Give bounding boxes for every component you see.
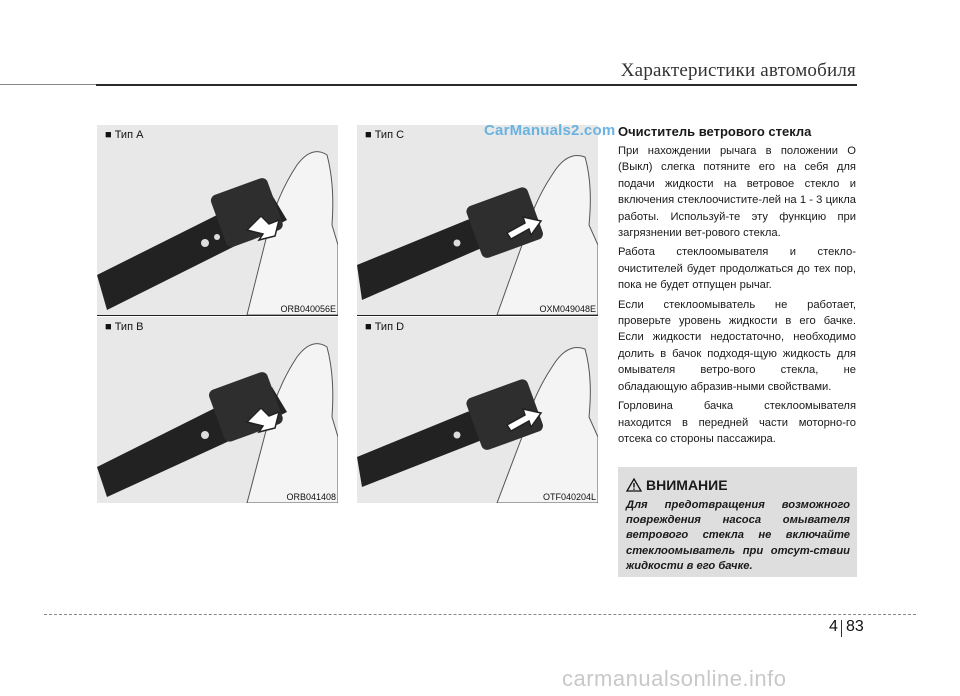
- figure-type-label: ■ Тип C: [365, 129, 405, 141]
- figure-type-b: [97, 317, 338, 503]
- figure-code: ORB040056E: [280, 304, 336, 314]
- text-column: [618, 124, 856, 450]
- figure-divider: [97, 315, 338, 316]
- caution-box: [618, 467, 857, 577]
- paragraph: Работа стеклоомывателя и стекло-очистителей будет продолжаться до тех пор, пока не будет отпущен рычаг.: [618, 246, 856, 292]
- paragraph: Если стеклоомыватель не работает, проверьте уровень жидкости в его бачке. Если жидкости недостаточно, необходимо долить в бачок подходя-щую жидкость для омывателя ветро-вого стекла, не обладающую абразив-ными свойствами.: [618, 298, 856, 393]
- page-number: 83: [846, 618, 864, 635]
- chapter-number: 4: [829, 618, 838, 635]
- caution-heading-text: ВНИМАНИЕ: [646, 477, 728, 493]
- watermark-logo: CarManuals2.com: [484, 122, 616, 139]
- page-separator: [841, 620, 842, 637]
- caution-heading: [626, 477, 728, 493]
- footer-rule: [44, 614, 916, 615]
- page-header-title: Характеристики автомобиля: [620, 60, 856, 81]
- wiper-stalk-illustration: [357, 125, 598, 315]
- section-title: Очиститель ветрового стекла: [618, 124, 812, 139]
- paragraph: При нахождении рычага в положении O (Выкл) слегка потяните его на себя для подачи жидкости на ветровое стекло и включения стеклоочистите-лей на 1 - 3 цикла работы. Используй-те эту функцию при загрязнении вет-рового стекла.: [618, 145, 856, 240]
- paragraph: Горловина бачка стеклоомывателя находится в передней части моторно-го отсека со стороны пассажира.: [618, 400, 856, 445]
- wiper-stalk-illustration: [97, 317, 338, 503]
- figure-type-a: [97, 125, 338, 315]
- figure-type-label: ■ Тип B: [105, 321, 144, 333]
- footer-watermark: carmanualsonline.info: [562, 666, 787, 691]
- caution-body: Для предотвращения возможного повреждения насоса омывателя ветрового стекла не включайте стеклоомыватель при отсут-ствии жидкости в его бачке.: [626, 499, 850, 572]
- figure-type-label: ■ Тип D: [365, 321, 405, 333]
- warning-icon: [626, 478, 642, 492]
- figure-code: ORB041408: [286, 492, 336, 502]
- header-rule: [96, 84, 857, 86]
- figure-type-d: [357, 317, 598, 503]
- figure-type-c: [357, 125, 598, 315]
- figure-divider: [357, 315, 598, 316]
- figure-type-label: ■ Тип A: [105, 129, 144, 141]
- figure-code: OTF040204L: [542, 492, 596, 502]
- wiper-stalk-illustration: [357, 317, 598, 503]
- wiper-stalk-illustration: [97, 125, 338, 315]
- figure-code: OXM049048E: [539, 304, 596, 314]
- header-left-line: [0, 84, 96, 85]
